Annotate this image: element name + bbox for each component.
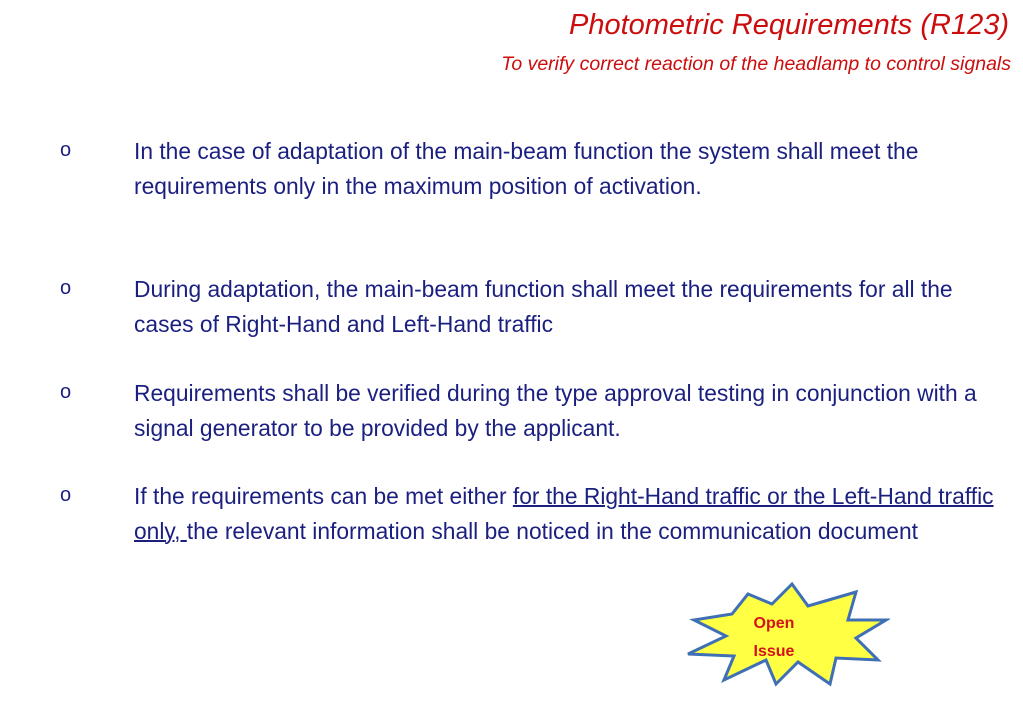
bullet-marker: o <box>60 381 72 403</box>
bullet-marker: o <box>60 139 72 161</box>
slide-subtitle: To verify correct reaction of the headlamp to control signals <box>501 53 1011 75</box>
open-issue-line-1: Open <box>753 615 795 632</box>
underlined-text: for the Right-Hand traffic or the Left-Hand traffic only, <box>134 483 994 544</box>
open-issue-label <box>714 610 834 666</box>
bullet-text <box>134 479 1004 548</box>
bullet-text-part: the relevant information shall be noticed in the communication document <box>186 517 918 544</box>
bullet-marker: o <box>60 277 72 299</box>
bullet-marker: o <box>60 484 72 506</box>
slide-title: Photometric Requirements (R123) <box>568 9 1009 41</box>
bullet-text: During adaptation, the main-beam function shall meet the requirements for all the cases of Right-Hand and Left-Hand traffic <box>134 276 953 337</box>
bullet-text: Requirements shall be verified during the type approval testing in conjunction with a signal generator to be provided by the applicant. <box>134 380 977 441</box>
bullet-text-part: If the requirements can be met either <box>134 483 513 509</box>
bullet-text: In the case of adaptation of the main-beam function the system shall meet the requirements only in the maximum position of activation. <box>134 138 919 199</box>
open-issue-line-2: Issue <box>753 643 795 660</box>
